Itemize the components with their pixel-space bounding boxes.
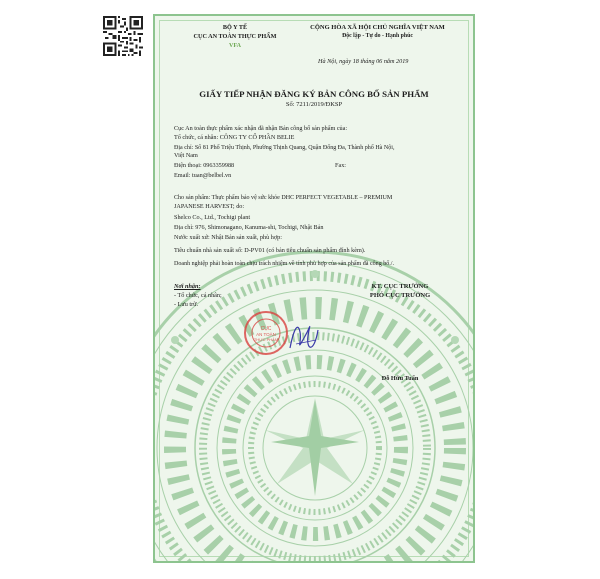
- certificate-paper: [153, 14, 475, 563]
- signer-title: PHÓ CỤC TRƯỞNG: [369, 292, 431, 299]
- document-title: GIẤY TIẾP NHẬN ĐĂNG KÝ BẢN CÔNG BỐ SẢN PHẨM: [199, 89, 429, 99]
- svg-text:THỰC PHẨM: THỰC PHẨM: [253, 337, 279, 342]
- phone: Điện thoại: 0963359988: [174, 162, 235, 169]
- address-line-1: Địa chỉ: Số 81 Phố Triệu Thịnh, Phường Thịnh Quang, Quận Đống Đa, Thành phố Hà Nội,: [174, 145, 395, 151]
- document-number: Số: 7211/2019/ĐKSP: [285, 101, 343, 108]
- product-line-2: JAPANESE HARVEST; do:: [174, 203, 245, 210]
- country-name: CỘNG HÒA XÃ HỘI CHỦ NGHĨA VIỆT NAM: [310, 24, 445, 31]
- standard-number: Tiêu chuẩn nhà sản xuất số: D-PV01 (có bản tiêu chuẩn sản phẩm đính kèm).: [174, 247, 366, 254]
- recipients-heading: Nơi nhận:: [174, 283, 201, 290]
- signer-role: KT. CỤC TRƯỞNG: [371, 283, 429, 290]
- organization: Tổ chức, cá nhân: CÔNG TY CỔ PHẦN BELIE: [174, 134, 295, 141]
- ministry-name: BỘ Y TẾ: [222, 24, 248, 31]
- agency-name: CỤC AN TOÀN THỰC PHẨM: [193, 33, 277, 40]
- official-seal-stamp: [243, 310, 289, 356]
- national-motto: Độc lập - Tự do - Hạnh phúc: [342, 33, 413, 39]
- signer-name: Đỗ Hữu Tuấn: [381, 375, 419, 382]
- fax: Fax:: [335, 162, 347, 169]
- svg-text:CỤC: CỤC: [260, 326, 272, 332]
- address-line-2: Việt Nam: [174, 152, 198, 159]
- country-of-origin: Nước xuất xứ: Nhật Bản sản xuất, phù hợp:: [174, 234, 282, 241]
- responsibility-note: Doanh nghiệp phải hoàn toàn chịu trách nhiệm về tính phù hợp của sản phẩm đã công bố./.: [174, 261, 394, 267]
- agency-logo: VFA: [229, 43, 241, 49]
- recipient-item: - Lưu trữ.: [174, 301, 199, 308]
- email: Email: tuan@belbel.vn: [174, 172, 232, 179]
- recipient-item: - Tổ chức, cá nhân;: [174, 292, 222, 299]
- product-line-1: Cho sản phẩm: Thực phẩm bảo vệ sức khỏe DHC PERFECT VEGETABLE – PREMIUM: [174, 195, 393, 201]
- handwritten-signature: [286, 318, 322, 358]
- svg-text:AN TOÀN: AN TOÀN: [256, 332, 276, 337]
- manufacturer-address: Địa chỉ: 976, Shimonagano, Kanuma-shi, Tochigi, Nhật Bản: [174, 224, 324, 231]
- qr-code: [103, 16, 143, 56]
- place-and-date: Hà Nội, ngày 18 tháng 06 năm 2019: [318, 58, 409, 65]
- intro-text: Cục An toàn thực phẩm xác nhận đã nhận Bản công bố sản phẩm của:: [174, 125, 348, 132]
- manufacturer: Shelco Co., Ltd., Tochigi plant: [174, 214, 251, 221]
